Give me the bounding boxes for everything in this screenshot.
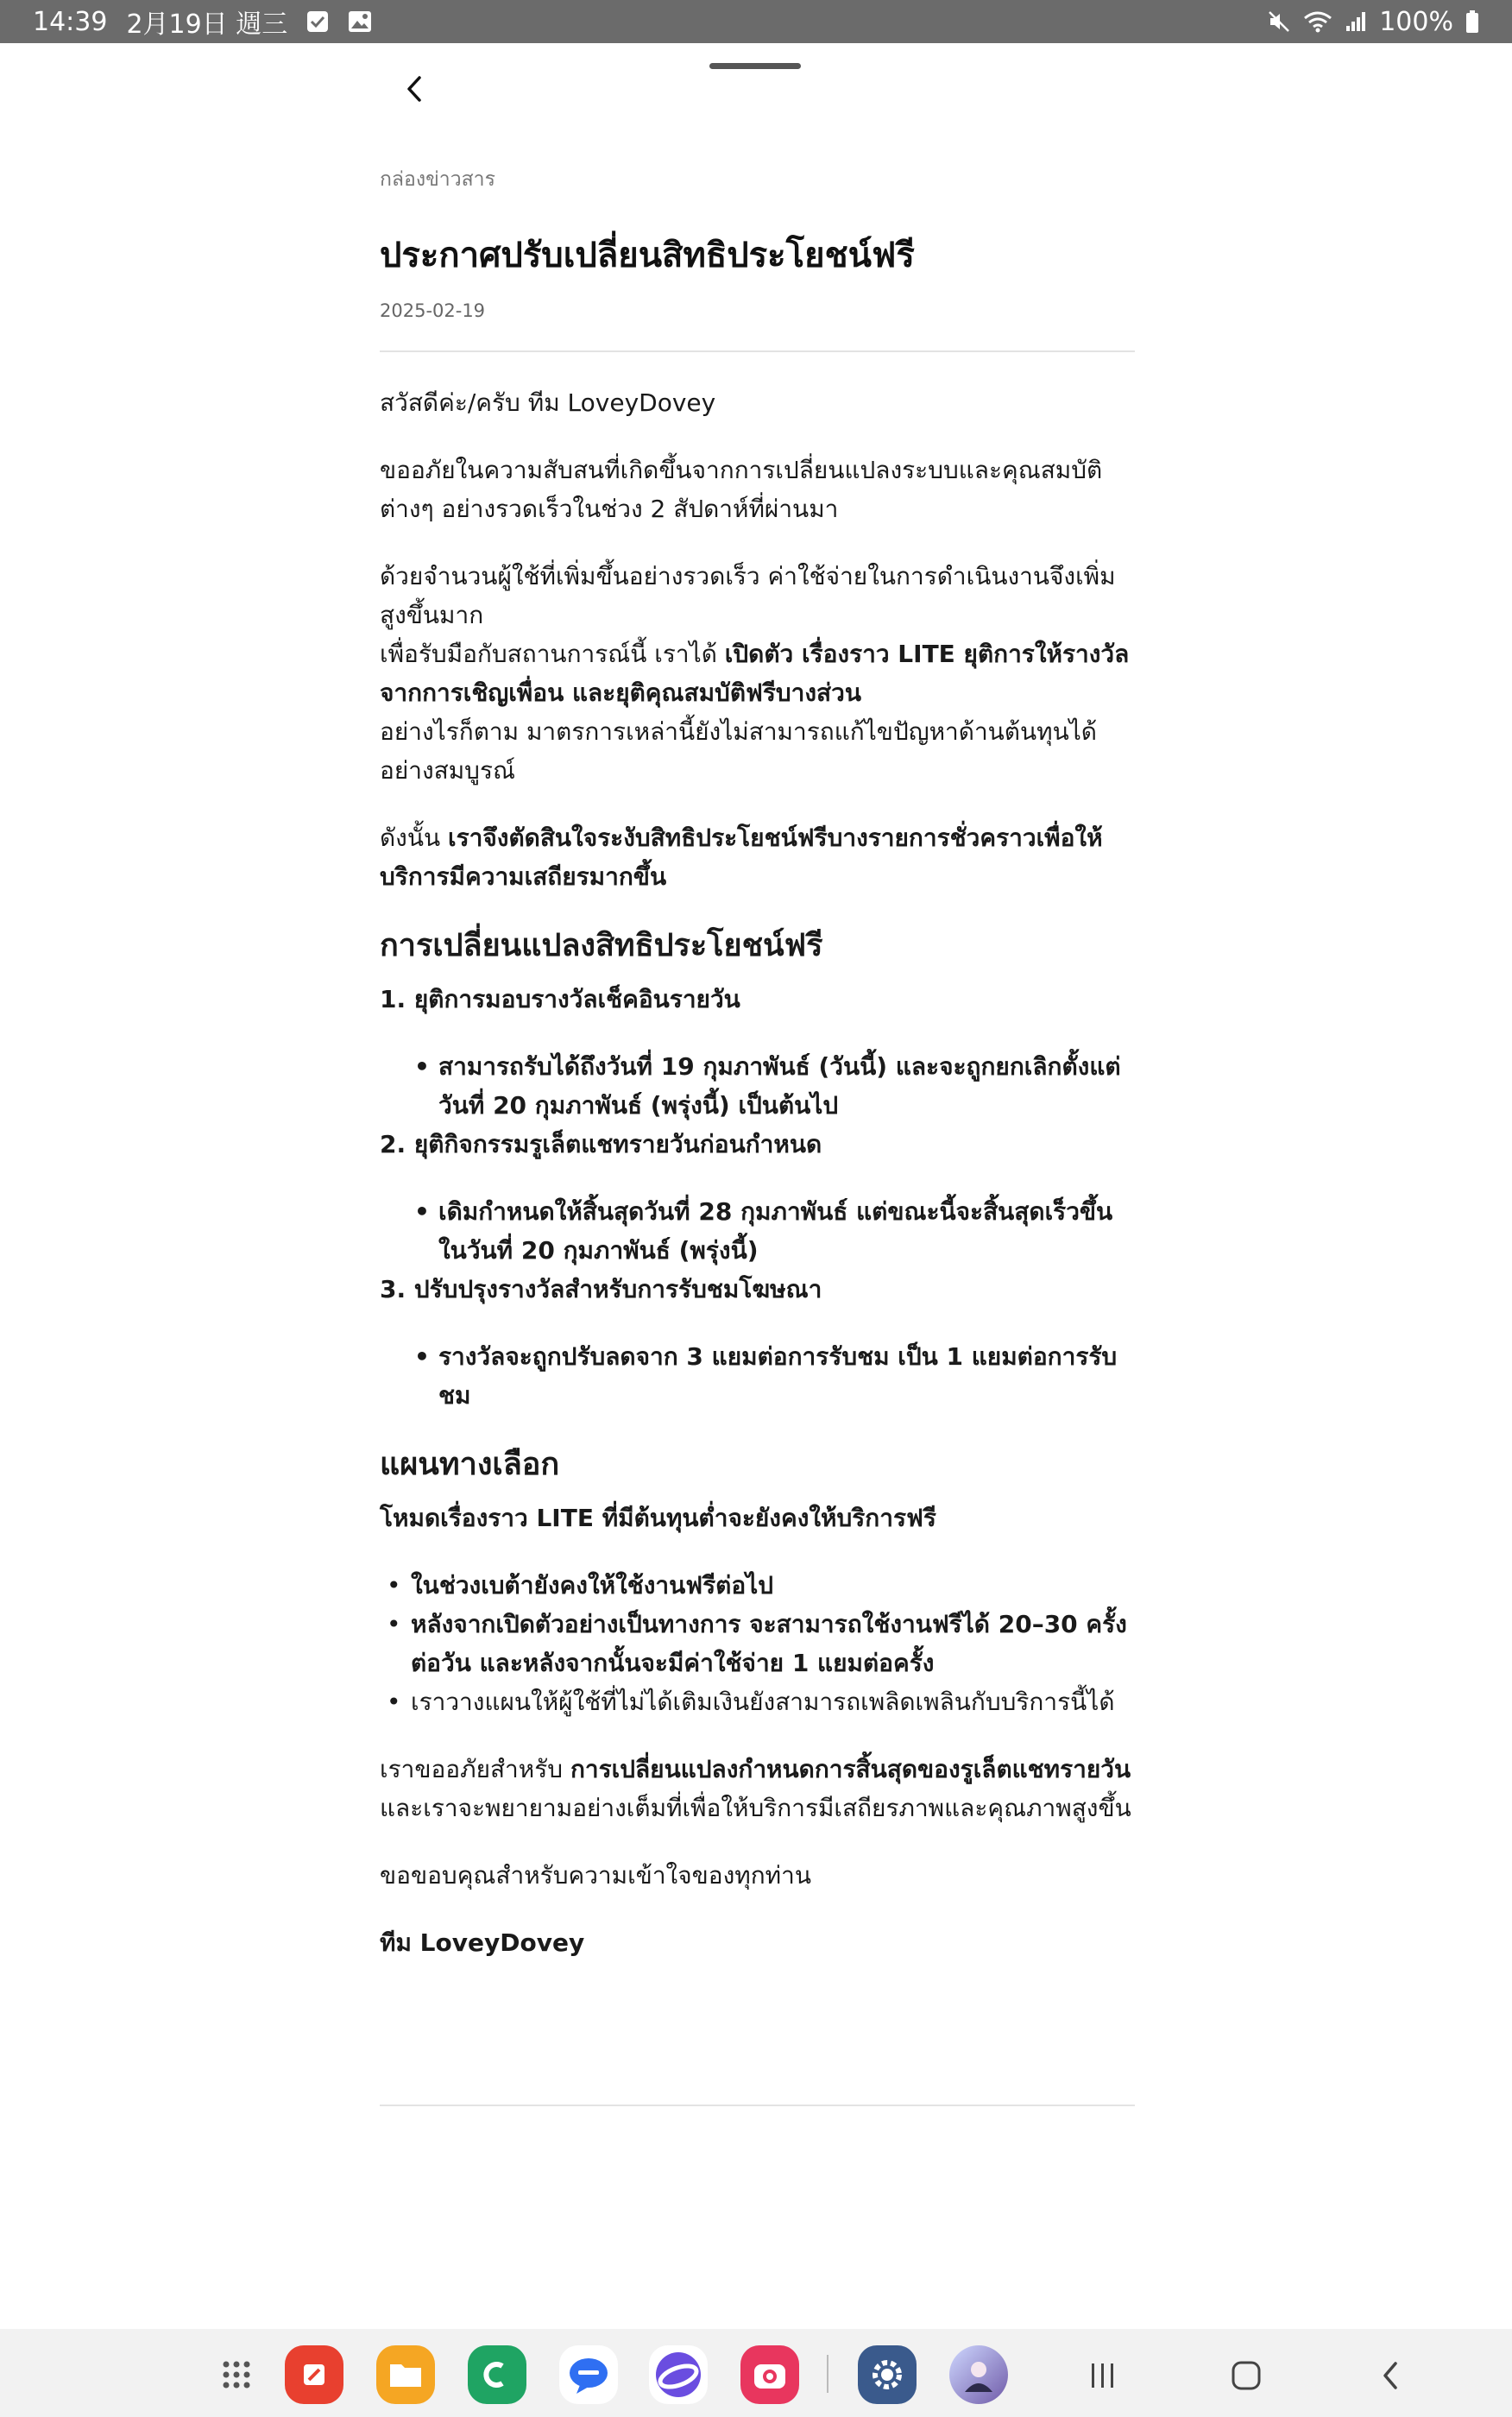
- app-drawer-icon[interactable]: [207, 2345, 266, 2404]
- list-item: [387, 1605, 1135, 1682]
- alt-item-bold: หลังจากเปิดตัวอย่างเป็นทางการ จะสามารถใช้งานฟรีได้ 20–30 ครั้งต่อวัน และหลังจากนั้นจะมีค่าใช้จ่าย 1 แยมต่อครั้ง: [411, 1610, 1127, 1677]
- change-label: 1. ยุติการมอบรางวัลเช็คอินรายวัน: [380, 985, 740, 1013]
- paragraph-cost-line3: อย่างไรก็ตาม มาตรการเหล่านี้ยังไม่สามารถแก้ไขปัญหาด้านต้นทุนได้อย่างสมบูรณ์: [380, 717, 1097, 785]
- taskbar-separator: [827, 2355, 828, 2393]
- breadcrumb: กล่องข่าวสาร: [380, 168, 495, 191]
- signal-icon: [1345, 10, 1367, 33]
- footer-divider: [380, 2105, 1135, 2106]
- checkbox-notification-icon: [306, 10, 329, 33]
- list-item: [380, 980, 1135, 1125]
- changes-list: [380, 980, 1135, 1415]
- chevron-left-icon: [402, 74, 428, 107]
- paragraph-cost-line2: [380, 634, 1135, 712]
- taskbar: [0, 2329, 1512, 2417]
- change-label: 2. ยุติกิจกรรมรูเล็ตแชทรายวันก่อนกำหนด: [380, 1130, 822, 1158]
- article-body: [380, 383, 1135, 1962]
- files-app-icon[interactable]: [376, 2345, 435, 2404]
- browser-app-icon[interactable]: [649, 2345, 708, 2404]
- paragraph-cost-line1: ด้วยจำนวนผู้ใช้ที่เพิ่มขึ้นอย่างรวดเร็ว ค่าใช้จ่ายในการดำเนินงานจึงเพิ่มสูงขึ้นมาก: [380, 562, 1116, 629]
- back-button[interactable]: [394, 69, 437, 112]
- notes-app-icon[interactable]: [285, 2345, 343, 2404]
- alt-lead-bold: โหมดเรื่องราว LITE ที่มีต้นทุนต่ำจะยังคงให้บริการฟรี: [380, 1504, 936, 1532]
- article: [380, 164, 1135, 1991]
- camera-app-icon[interactable]: [740, 2345, 799, 2404]
- section-heading-changes: การเปลี่ยนแปลงสิทธิประโยชน์ฟรี: [380, 928, 823, 963]
- recents-icon[interactable]: [1079, 2351, 1127, 2400]
- phone-app-icon[interactable]: [468, 2345, 526, 2404]
- list-item: [387, 1566, 1135, 1605]
- alt-lead: [380, 1499, 1135, 1537]
- settings-app-icon[interactable]: [858, 2345, 917, 2404]
- change-label: 3. ปรับปรุงรางวัลสำหรับการรับชมโฆษณา: [380, 1275, 822, 1303]
- home-icon[interactable]: [1222, 2351, 1270, 2400]
- page-title: ประกาศปรับเปลี่ยนสิทธิประโยชน์ฟรี: [380, 236, 915, 275]
- mute-icon: [1267, 9, 1291, 34]
- profile-app-icon[interactable]: [949, 2345, 1008, 2404]
- cost-line2-bold: เปิดตัว เรื่องราว LITE ยุติการให้รางวัลจากการเชิญเพื่อน และยุติคุณสมบัติฟรีบางส่วน: [380, 640, 1130, 707]
- paragraph-apology-intro: ขออภัยในความสับสนที่เกิดขึ้นจากการเปลี่ยนแปลงระบบและคุณสมบัติต่างๆ อย่างรวดเร็วในช่วง 2 สัปดาห์ที่ผ่านมา: [380, 456, 1103, 523]
- signature-bold: ทีม LoveyDovey: [380, 1928, 585, 1957]
- paragraph-final-apology: [380, 1750, 1135, 1789]
- change-detail: • รางวัลจะถูกปรับลดจาก 3 แยมต่อการรับชม เป็น 1 แยมต่อการรับชม: [414, 1337, 1135, 1415]
- cost-line2-prefix: เพื่อรับมือกับสถานการณ์นี้ เราได้: [380, 640, 725, 668]
- battery-icon: [1465, 9, 1479, 34]
- signature: [380, 1923, 1135, 1962]
- back-nav-icon[interactable]: [1367, 2351, 1415, 2400]
- wifi-icon: [1303, 9, 1332, 34]
- change-detail: • สามารถรับได้ถึงวันที่ 19 กุมภาพันธ์ (วันนี้) และจะถูกยกเลิกตั้งแต่วันที่ 20 กุมภาพันธ์ (พรุ่งนี้) เป็นต้นไป: [414, 1047, 1135, 1125]
- status-bar: [0, 0, 1512, 43]
- apology-prefix: เราขออภัยสำหรับ: [380, 1755, 570, 1783]
- status-time: 14:39: [33, 6, 108, 37]
- list-item: • เราวางแผนให้ผู้ใช้ที่ไม่ได้เติมเงินยังสามารถเพลิดเพลินกับบริการนี้ได้: [387, 1682, 1135, 1721]
- paragraph-final-apology-line2: และเราจะพยายามอย่างเต็มที่เพื่อให้บริการมีเสถียรภาพและคุณภาพสูงขึ้น: [380, 1794, 1131, 1822]
- greeting: สวัสดีค่ะ/ครับ ทีม LoveyDovey: [380, 388, 716, 417]
- decision-bold: เราจึงตัดสินใจระงับสิทธิประโยชน์ฟรีบางรายการชั่วคราวเพื่อให้บริการมีความเสถียรมากขึ้น: [380, 824, 1103, 891]
- list-item: [380, 1125, 1135, 1270]
- battery-percent: 100%: [1379, 6, 1453, 37]
- apology-bold: การเปลี่ยนแปลงกำหนดการสิ้นสุดของรูเล็ตแชทรายวัน: [570, 1755, 1131, 1783]
- article-date: 2025-02-19: [380, 300, 486, 321]
- alternatives-list: [380, 1566, 1135, 1721]
- image-notification-icon: [348, 10, 372, 33]
- header-divider: [380, 350, 1135, 352]
- section-heading-alternatives: แผนทางเลือก: [380, 1447, 560, 1482]
- thanks: ขอขอบคุณสำหรับความเข้าใจของทุกท่าน: [380, 1861, 811, 1890]
- alt-item-bold: ในช่วงเบต้ายังคงให้ใช้งานฟรีต่อไป: [411, 1571, 773, 1600]
- paragraph-decision: [380, 818, 1135, 896]
- change-detail: • เดิมกำหนดให้สิ้นสุดวันที่ 28 กุมภาพันธ์ แต่ขณะนี้จะสิ้นสุดเร็วขึ้นในวันที่ 20 กุมภาพันธ์ (พรุ่งนี้): [414, 1192, 1135, 1270]
- list-item: [380, 1270, 1135, 1415]
- drag-handle[interactable]: [709, 63, 801, 69]
- messages-app-icon[interactable]: [559, 2345, 618, 2404]
- decision-prefix: ดังนั้น: [380, 824, 449, 852]
- status-date: 2月19日 週三: [126, 9, 288, 40]
